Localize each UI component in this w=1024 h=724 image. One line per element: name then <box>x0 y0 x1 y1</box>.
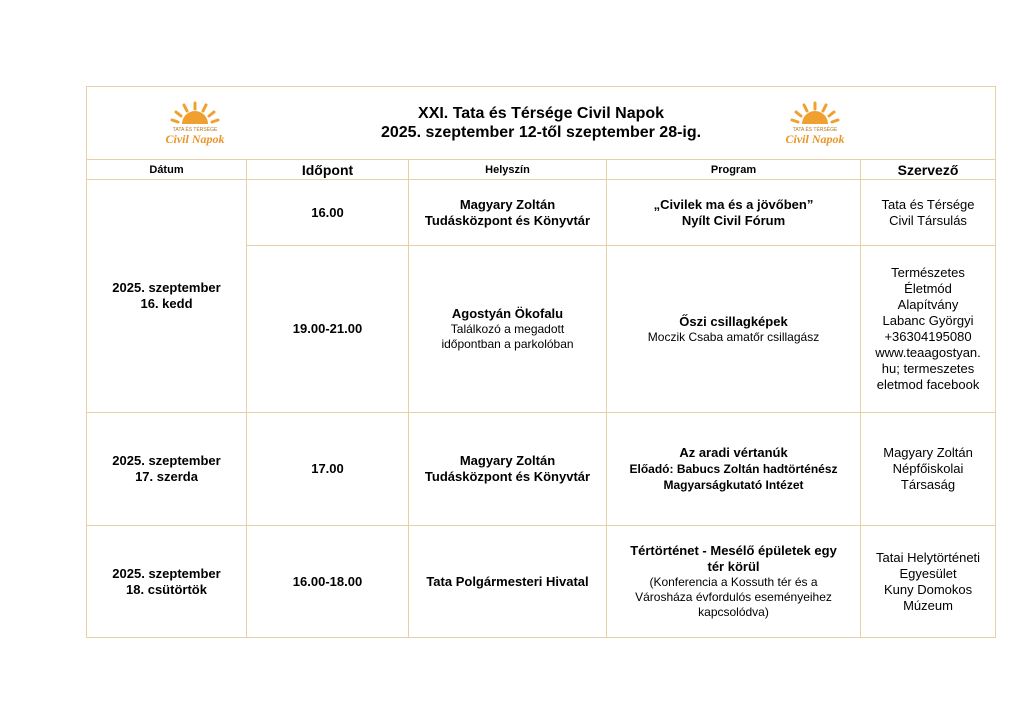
place-line: Magyary Zoltán <box>459 196 556 212</box>
place-note: időpontban a parkolóban <box>441 337 574 351</box>
date-line: 2025. szeptember <box>112 280 221 295</box>
sun-logo-icon <box>780 100 850 148</box>
col-head-datum: Dátum <box>87 160 247 180</box>
organizer-line: Életmód <box>904 281 952 296</box>
program-line: Magyarságkutató Intézet <box>663 478 804 492</box>
logo-small-text: TATA ÉS TÉRSÉGE <box>792 127 838 133</box>
program-cell <box>607 413 861 526</box>
date-line: 18. csütörtök <box>126 581 207 597</box>
organizer-cell <box>861 180 996 246</box>
organizer-line: Tatai Helytörténeti <box>876 549 981 565</box>
civil-napok-logo-right <box>780 100 850 148</box>
table-row <box>87 180 996 246</box>
program-line: Előadó: Babucs Zoltán hadtörténész <box>629 462 838 476</box>
program-note: (Konferencia a Kossuth tér és a <box>649 575 818 589</box>
col-head-idopont: Időpont <box>247 160 409 180</box>
organizer-line: Tata és Térsége <box>881 196 975 212</box>
program-sheet <box>86 86 995 638</box>
time-cell: 16.00-18.00 <box>247 526 409 638</box>
place-cell <box>409 413 607 526</box>
table-row <box>87 413 996 526</box>
organizer-line: Magyary Zoltán <box>883 445 973 460</box>
program-cell <box>607 526 861 638</box>
schedule-table <box>86 86 996 638</box>
col-head-szervezo: Szervező <box>861 160 996 180</box>
date-cell <box>87 180 247 413</box>
column-header-row <box>87 160 996 180</box>
organizer-line: Természetes <box>891 265 965 280</box>
place-title: Agostyán Ökofalu <box>451 306 564 321</box>
organizer-cell <box>861 413 996 526</box>
organizer-line: Alapítvány <box>897 297 959 312</box>
time-cell: 19.00-21.00 <box>247 246 409 413</box>
date-line: 16. kedd <box>140 296 193 311</box>
organizer-line: Múzeum <box>903 597 953 613</box>
place-cell <box>409 180 607 246</box>
table-row <box>87 526 996 638</box>
organizer-line: Civil Társulás <box>889 212 967 228</box>
date-cell <box>87 413 247 526</box>
date-line: 2025. szeptember <box>112 565 221 581</box>
program-note: Moczik Csaba amatőr csillagász <box>647 329 820 344</box>
organizer-cell <box>861 526 996 638</box>
program-title: Tértörténet - Mesélő épületek egy <box>630 543 837 558</box>
place-line: Tudásközpont és Könyvtár <box>424 212 591 228</box>
program-title: Őszi csillagképek <box>679 313 788 329</box>
logo-script-text: Civil Napok <box>785 132 845 146</box>
organizer-line: Kuny Domokos <box>883 581 973 597</box>
organizer-line: hu; termeszetes <box>881 361 975 376</box>
civil-napok-logo-left <box>160 100 230 148</box>
date-cell <box>87 526 247 638</box>
program-title: Az aradi vértanúk <box>679 445 788 460</box>
organizer-line: Népfőiskolai <box>892 461 964 476</box>
logo-small-text: TATA ÉS TÉRSÉGE <box>172 127 218 133</box>
date-line: 2025. szeptember <box>112 453 221 468</box>
organizer-line: +36304195080 <box>884 329 972 344</box>
organizer-line: Labanc Györgyi <box>882 313 974 328</box>
program-cell <box>607 246 861 413</box>
program-note: kapcsolódva) <box>698 605 769 619</box>
place-cell <box>409 246 607 413</box>
place-cell: Tata Polgármesteri Hivatal <box>409 526 607 638</box>
logo-script-text: Civil Napok <box>165 132 225 146</box>
organizer-line: eletmod facebook <box>876 377 980 392</box>
place-note: Találkozó a megadott <box>450 322 565 336</box>
page-title-line2: 2025. szeptember 12-től szeptember 28-ig. <box>380 124 702 141</box>
program-note: Városháza évfordulós eseményeihez <box>635 590 832 604</box>
col-head-helyszin: Helyszín <box>409 160 607 180</box>
time-cell: 16.00 <box>247 180 409 246</box>
sun-logo-icon <box>160 100 230 148</box>
col-head-program: Program <box>607 160 861 180</box>
organizer-line: Egyesület <box>899 565 957 581</box>
time-cell: 17.00 <box>247 413 409 526</box>
date-line: 17. szerda <box>135 469 198 484</box>
program-line: Nyílt Civil Fórum <box>681 212 786 228</box>
organizer-line: Társaság <box>900 477 956 492</box>
place-line: Magyary Zoltán <box>459 453 556 468</box>
program-title: tér körül <box>707 559 760 574</box>
organizer-line: www.teaagostyan. <box>875 345 981 360</box>
organizer-cell <box>861 246 996 413</box>
program-line: „Civilek ma és a jövőben” <box>653 196 814 212</box>
program-cell <box>607 180 861 246</box>
place-line: Tudásközpont és Könyvtár <box>424 469 591 484</box>
page-title-line1: XXI. Tata és Térsége Civil Napok <box>418 105 665 122</box>
